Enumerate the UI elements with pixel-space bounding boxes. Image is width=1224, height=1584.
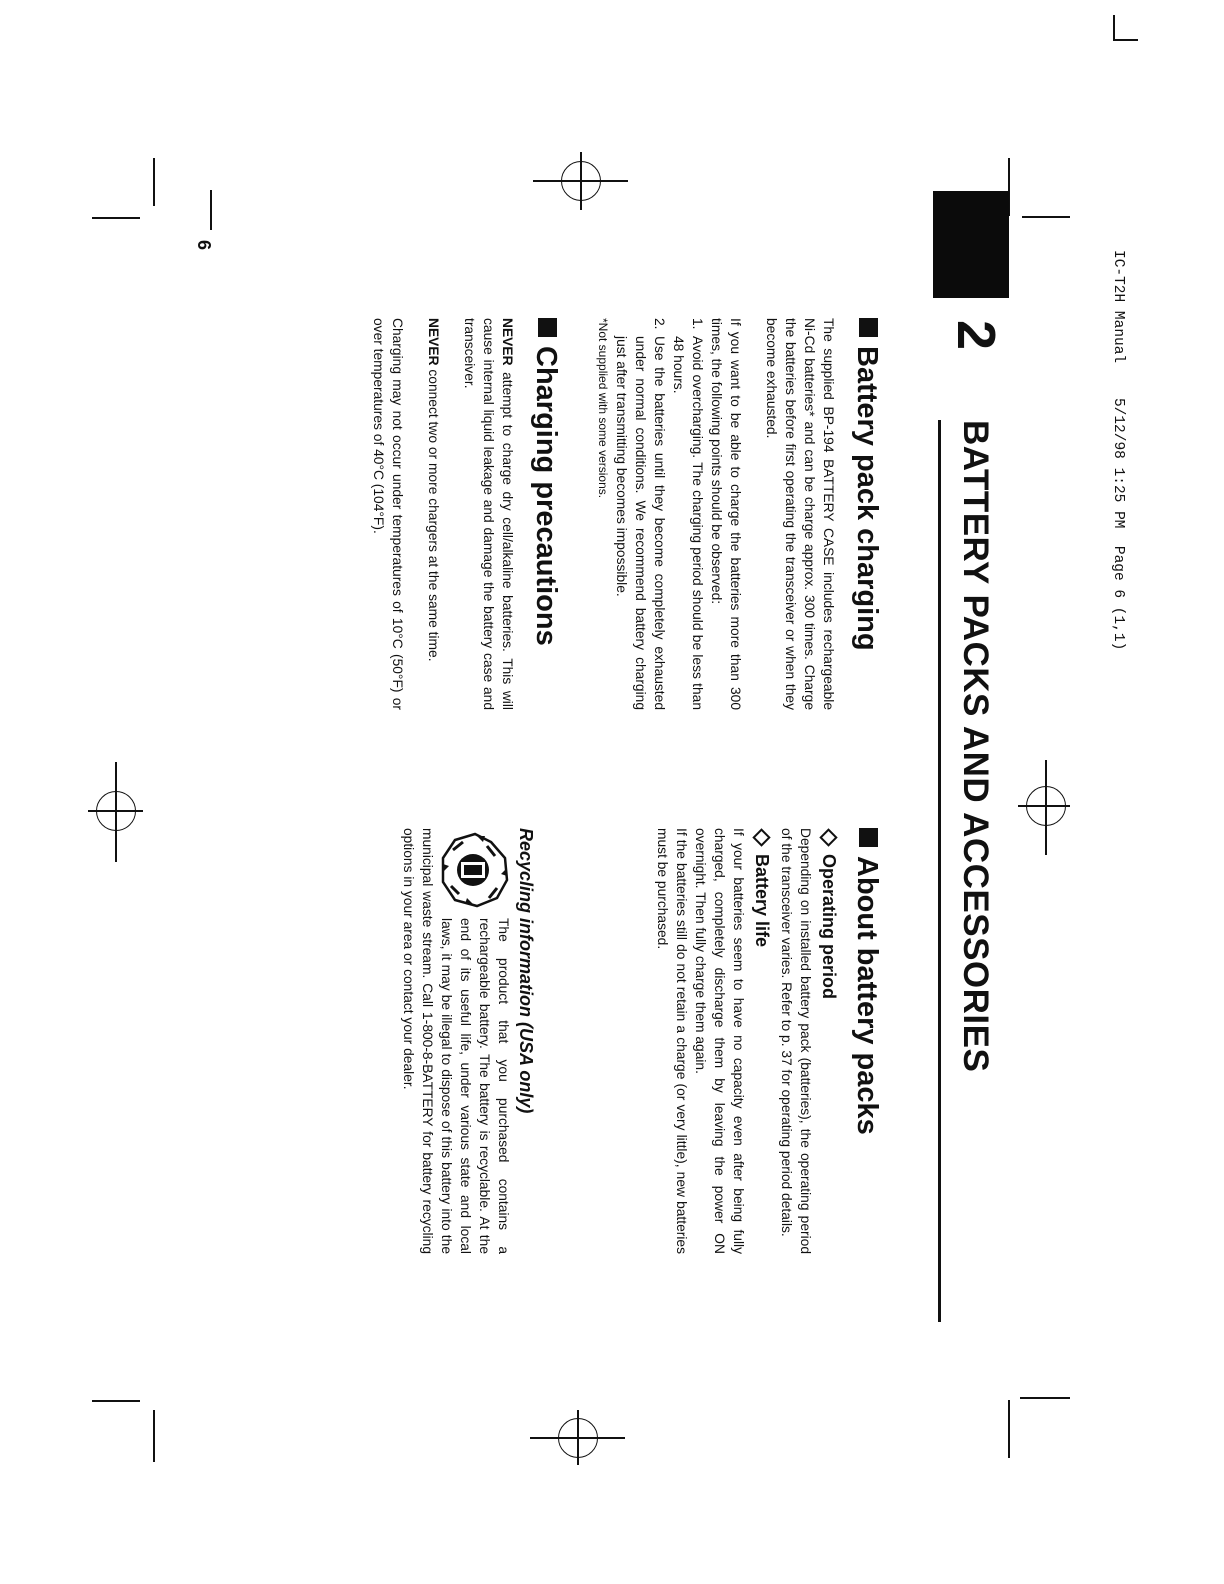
subheading-text: Operating period <box>819 854 839 1000</box>
left-column <box>369 318 884 710</box>
never-label: NEVER <box>500 318 515 366</box>
item-number: 1. <box>690 318 705 330</box>
recycling-text: The product that you purchased contains a rechargeable battery. The battery is recyclable. At the end of its useful life, under various state and local laws, it may be illegal to dispose of this battery into the municipal waste stream. Call 1-800-8-BATTERY for battery recycling options in your area or contact your dealer. <box>401 828 511 1254</box>
section-about-packs-heading <box>850 828 884 1254</box>
print-header <box>1110 250 1126 650</box>
page-number: 6 <box>194 240 214 251</box>
chapter-number: 2 <box>946 320 1006 351</box>
precaution-2 <box>424 318 443 710</box>
heading-text: About battery packs <box>851 856 883 1135</box>
battery-life-text2: If the batteries still do not retain a charge (or very little), new batteries must be purchased. <box>655 828 689 1254</box>
rbrc-recycle-seal-icon <box>439 828 511 912</box>
precaution-3: Charging may not occur under temperatures of 10°C (50°F) or over temperatures of 40°C (104°F). <box>371 318 405 710</box>
heading-text: Charging precautions <box>530 346 562 646</box>
heading-text: Battery pack charging <box>851 346 883 651</box>
header-page: Page 6 (1,1) <box>1110 545 1126 651</box>
header-date: 5/12/98 <box>1110 397 1126 459</box>
diamond-bullet-icon <box>819 828 837 846</box>
right-column <box>399 828 884 1254</box>
item-number: 2. <box>652 318 667 330</box>
chapter-tab-block <box>933 191 1009 298</box>
header-time: 1:25 PM <box>1110 467 1126 529</box>
square-bullet-icon <box>538 318 557 337</box>
header-filename: IC-T2H Manual <box>1110 250 1126 364</box>
precaution-text: connect two or more chargers at the same time. <box>426 365 441 662</box>
item-text: Use the batteries until they become completely exhausted under normal conditions. We recommend battery charging just after transmitting becomes impossible. <box>614 336 667 710</box>
precaution-text: attempt to charge dry cell/alkaline batteries. This will cause internal liquid leakage and damage the battery case and transceiver. <box>462 318 515 710</box>
section-battery-charging-heading <box>850 318 884 710</box>
charging-intro: The supplied BP-194 BATTERY CASE includes rechargeable Ni-Cd batteries* and can be charge approx. 300 times. Charge the batteries before first operating the transceiver or when they become exhausted. <box>764 318 836 710</box>
diamond-bullet-icon <box>752 828 770 846</box>
battery-life-title <box>752 828 771 1254</box>
chapter-title: BATTERY PACKS AND ACCESSORIES <box>956 420 995 1073</box>
precaution-1 <box>460 318 517 710</box>
charging-para2: If you want to be able to charge the batteries more than 300 times, the following points should be observed: <box>709 318 743 710</box>
section-charging-precautions-heading <box>529 318 563 710</box>
subheading-text: Battery life <box>752 854 772 948</box>
list-item <box>669 318 707 710</box>
operating-period-title <box>819 828 838 1254</box>
square-bullet-icon <box>859 828 878 847</box>
operating-period-text: Depending on installed battery pack (batteries), the operating period of the transceiver varies. Refer to p. 37 for operating period details. <box>779 828 813 1254</box>
square-bullet-icon <box>859 318 878 337</box>
footnote: *Not supplied with some versions. <box>596 318 610 499</box>
item-text: Avoid overcharging. The charging period should be less than 48 hours. <box>671 336 705 710</box>
list-item <box>612 318 669 710</box>
battery-life-text1: If your batteries seem to have no capacity even after being fully charged, completely discharge them by leaving the power ON overnight. Then fully charge them again. <box>693 828 746 1254</box>
recycling-title: Recycling information (USA only) <box>516 828 536 1114</box>
chapter-title-rule <box>938 420 941 1322</box>
never-label: NEVER <box>426 318 441 366</box>
